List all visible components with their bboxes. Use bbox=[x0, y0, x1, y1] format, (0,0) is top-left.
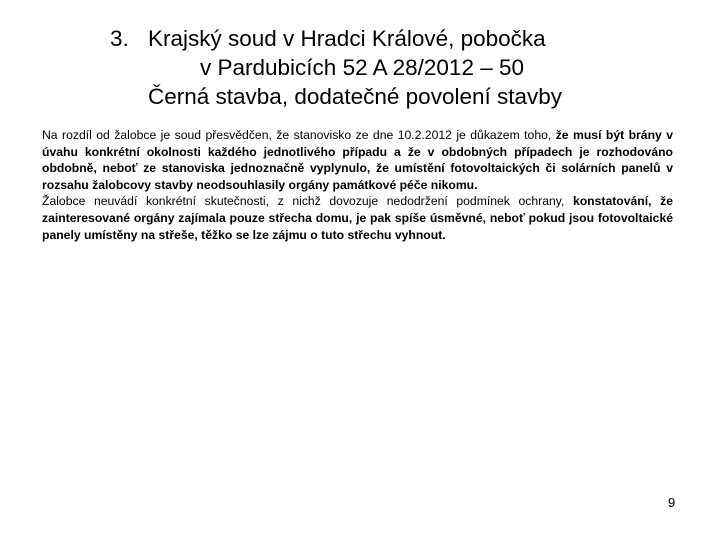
paragraph-1 bbox=[42, 127, 673, 193]
title-line-1 bbox=[96, 24, 656, 53]
title-number: 3. bbox=[110, 26, 129, 51]
paragraph-2-bold: konstatování, že zainteresované orgány zajímala pouze střecha domu, je pak spíše úsměvné, neboť pokud jsou fotovoltaické panely umístěny na střeše, těžko se lze zájmu o tuto střechu vyhnout. bbox=[42, 194, 673, 242]
title-line-3: Černá stavba, dodatečné povolení stavby bbox=[148, 84, 563, 109]
paragraph-2-normal: Žalobce neuvádí konkrétní skutečnosti, z nichž dovozuje nedodržení podmínek ochrany, bbox=[42, 194, 573, 209]
paragraph-1-normal: Na rozdíl od žalobce je soud přesvědčen, že stanovisko ze dne 10.2.2012 je důkazem toho, bbox=[42, 128, 556, 142]
paragraph-2 bbox=[42, 193, 673, 243]
title-line-2: v Pardubicích 52 A 28/2012 – 50 bbox=[200, 55, 524, 80]
paragraph-1-bold: že musí být brány v úvahu konkrétní okolnosti každého jednotlivého případu a že v obdobných případech je rozhodováno obdobně, neboť ze stanoviska jednoznačně vyplynulo, že umístění fotovoltaických či solárních panelů v rozsahu žalobcovy stavby neodsouhlasily orgány památkové péče nikomu. bbox=[42, 128, 674, 192]
title-text-1: Krajský soud v Hradci Králové, pobočka bbox=[148, 26, 546, 51]
page-number: 9 bbox=[668, 495, 676, 510]
slide-title bbox=[96, 24, 656, 111]
slide-body bbox=[42, 127, 673, 243]
